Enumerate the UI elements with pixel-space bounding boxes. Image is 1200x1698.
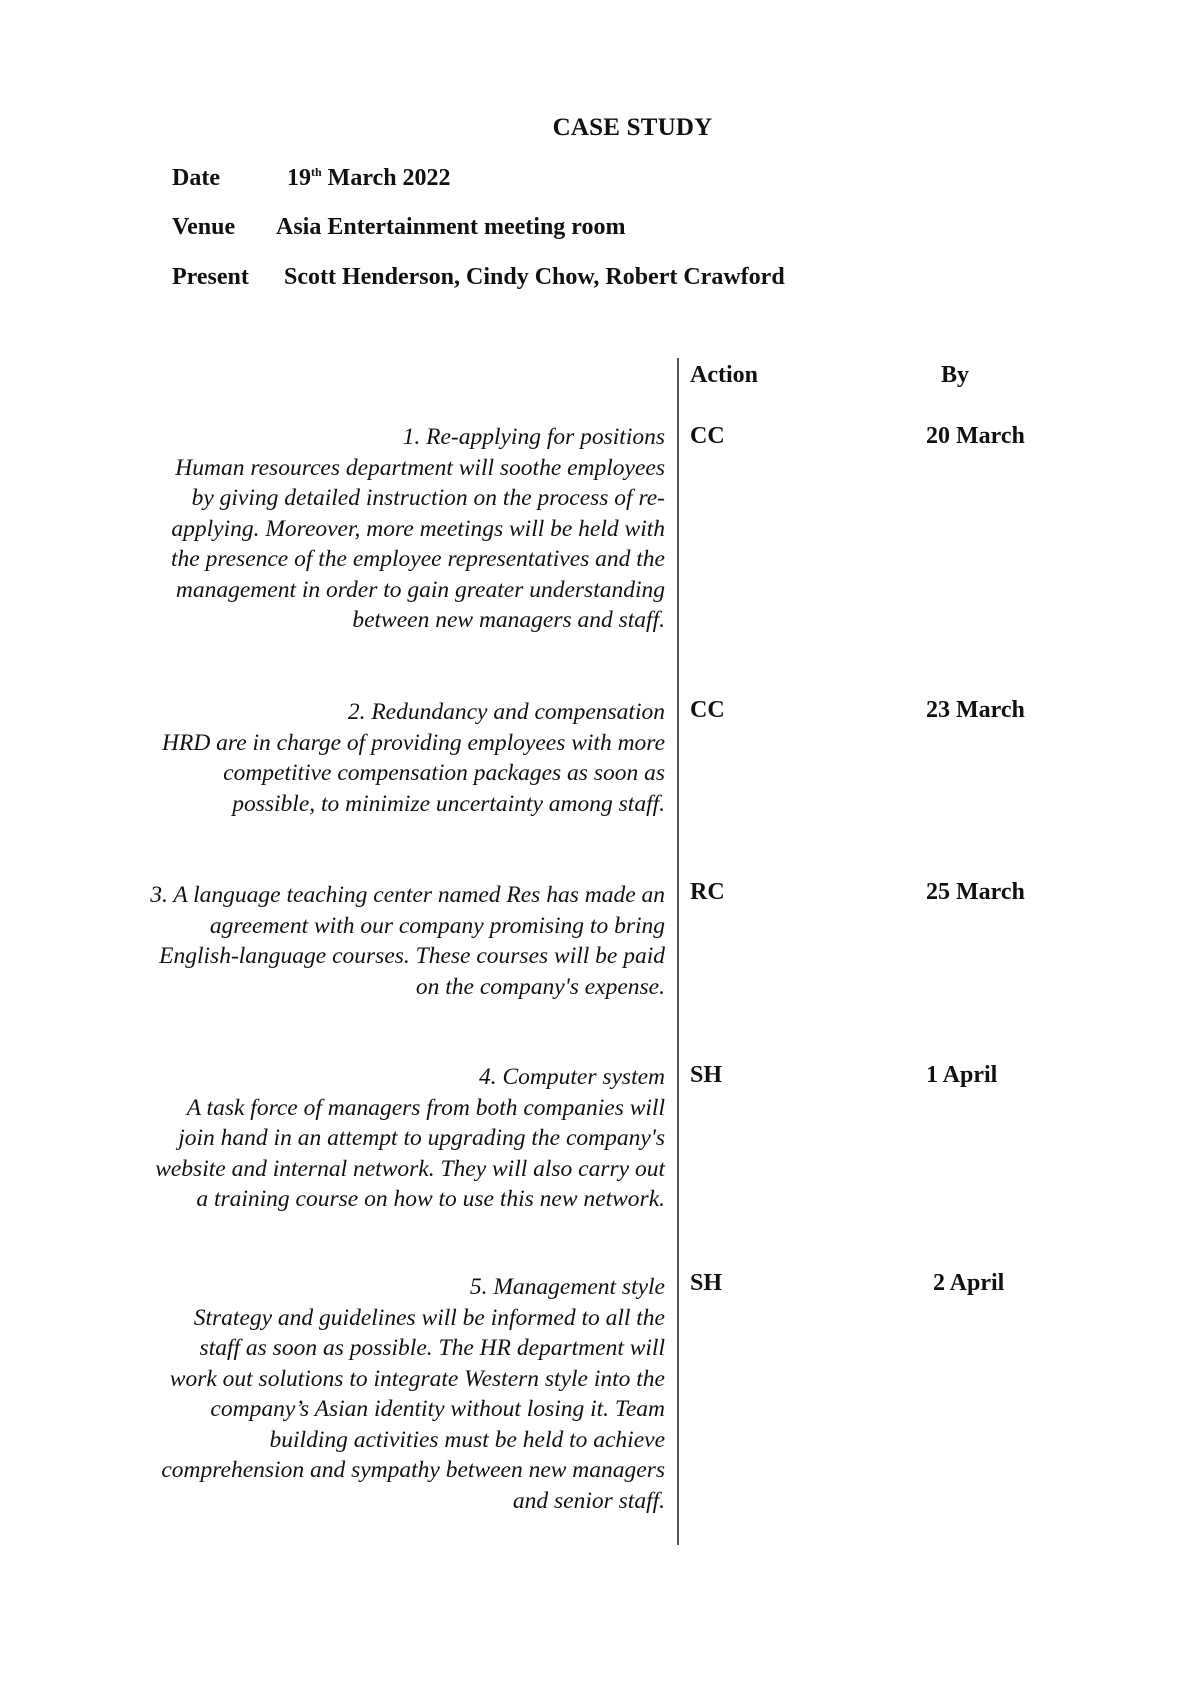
present-value: Scott Henderson, Cindy Chow, Robert Crawford [284,264,785,290]
due-date: 2 April [933,1270,1005,1296]
meta-venue-row [172,214,626,241]
action-owner: SH [690,1270,723,1296]
due-date: 25 March [926,879,1025,905]
date-value [287,165,451,192]
agenda-item-body: A task force of managers from both companies will join hand in an attempt to upgrading the company's website and internal network. They will also carry out a training course on how to use this new network. [155,1094,665,1212]
agenda-item-4 [150,1062,665,1215]
agenda-item-body: Human resources department will soothe employees by giving detailed instruction on the process of re-applying. Moreover, more meetings will be held with the presence of the employee representatives and the management in order to gain greater understanding between new managers and staff. [171,454,665,633]
action-column-header: Action [690,362,758,388]
date-rest: March 2022 [321,165,451,191]
present-label: Present [172,264,249,290]
action-owner: CC [690,697,725,723]
agenda-item-body: HRD are in charge of providing employees with more competitive compensation packages as soon as possible, to minimize uncertainty among staff. [162,729,665,817]
agenda-item-heading: 1. Re-applying for positions [402,424,665,450]
agenda-item-heading: 5. Management style [469,1274,665,1300]
agenda-item-2 [150,697,665,819]
due-date: 1 April [926,1062,998,1088]
agenda-item-heading: 2. Redundancy and compensation [347,699,665,725]
action-owner: SH [690,1062,723,1088]
agenda-item-3 [150,880,665,1002]
due-date: 23 March [926,697,1025,723]
venue-label: Venue [172,214,236,240]
agenda-item-body: 3. A language teaching center named Res has made an agreement with our company promising to bring English-language courses. These courses will be paid on the company's expense. [150,882,665,1000]
agenda-item-heading: 4. Computer system [478,1064,665,1090]
meta-present-row [172,264,785,291]
venue-value: Asia Entertainment meeting room [276,214,626,240]
action-owner: CC [690,423,725,449]
due-date: 20 March [926,423,1025,449]
agenda-item-1 [150,422,665,636]
action-owner: RC [690,879,725,905]
date-suffix: th [311,165,322,179]
date-day: 19 [287,165,311,191]
meta-date-row [172,165,451,192]
document-title: CASE STUDY [552,114,713,141]
date-label: Date [172,165,220,191]
agenda-item-body: Strategy and guidelines will be informed to all the staff as soon as possible. The HR department will work out solutions to integrate Western style into the company’s Asian identity without losing it. Team building activities must be held to achieve comprehension and sympathy between new managers and senior staff. [161,1304,665,1514]
agenda-item-5 [150,1272,665,1516]
column-divider [677,358,679,1545]
by-column-header: By [941,362,970,388]
